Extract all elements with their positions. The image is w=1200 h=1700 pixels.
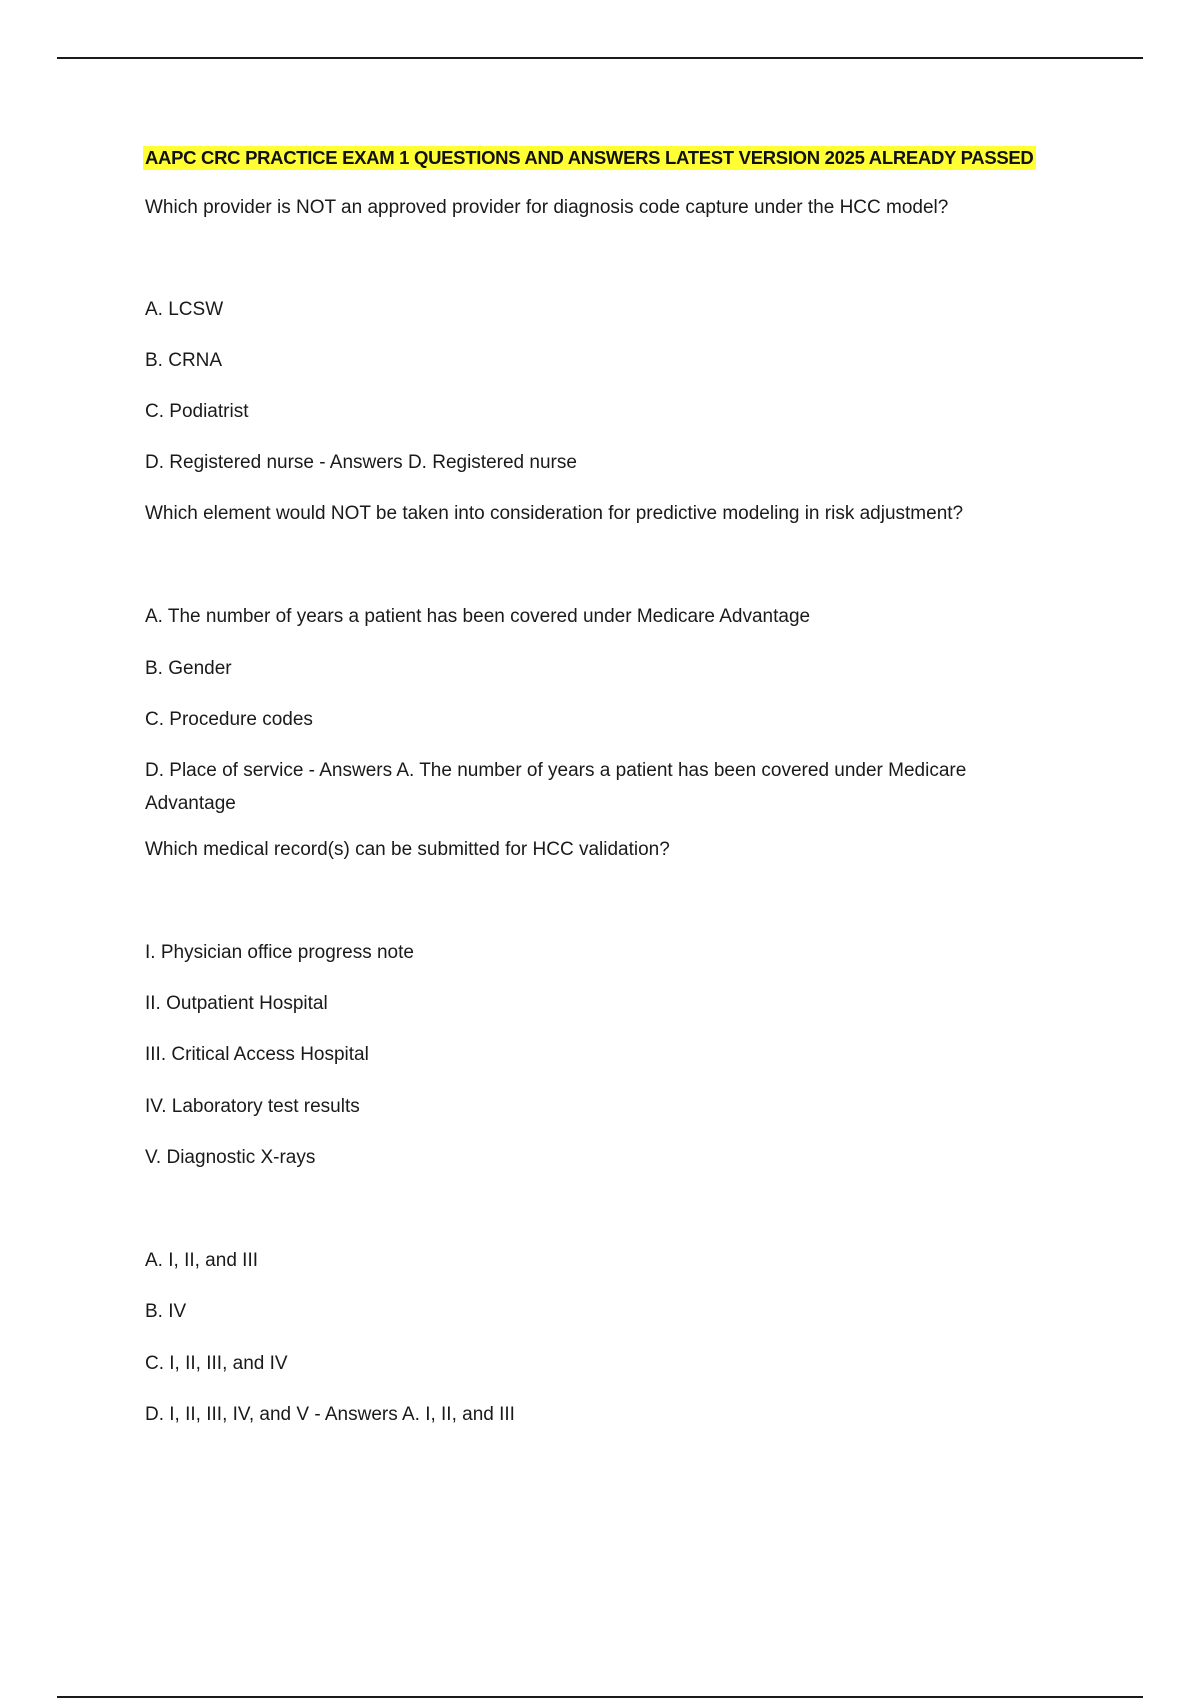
question-block-2 — [145, 501, 1045, 820]
title-row — [145, 146, 1045, 170]
record-item: V. Diagnostic X-rays — [145, 1147, 316, 1168]
answer-option: B. IV — [145, 1301, 187, 1322]
answer-option: B. Gender — [145, 658, 232, 679]
question-block-3 — [145, 837, 1045, 1428]
answer-option: A. I, II, and III — [145, 1250, 258, 1271]
answer-option: C. I, II, III, and IV — [145, 1353, 288, 1374]
answer-option: C. Procedure codes — [145, 709, 313, 730]
record-item: II. Outpatient Hospital — [145, 993, 328, 1014]
answer-option: D. I, II, III, IV, and V - Answers A. I, II, and III — [145, 1404, 515, 1425]
answer-option: D. Place of service - Answers A. The number of years a patient has been covered under Medicare Advantage — [145, 760, 967, 814]
top-rule — [57, 57, 1143, 59]
document-body — [145, 146, 1045, 1428]
document-title: AAPC CRC PRACTICE EXAM 1 QUESTIONS AND ANSWERS LATEST VERSION 2025 ALREADY PASSED — [145, 147, 1034, 168]
record-item: I. Physician office progress note — [145, 942, 414, 963]
answer-option: B. CRNA — [145, 350, 223, 371]
question-text: Which element would NOT be taken into consideration for predictive modeling in risk adjustment? — [145, 503, 964, 524]
question-block-1 — [145, 195, 1045, 476]
question-text: Which medical record(s) can be submitted for HCC validation? — [145, 839, 670, 860]
answer-option: C. Podiatrist — [145, 401, 249, 422]
bottom-rule — [57, 1696, 1143, 1698]
question-text: Which provider is NOT an approved provider for diagnosis code capture under the HCC model? — [145, 197, 949, 218]
record-item: IV. Laboratory test results — [145, 1096, 360, 1117]
answer-option: A. The number of years a patient has been covered under Medicare Advantage — [145, 606, 811, 627]
answer-option: A. LCSW — [145, 299, 224, 320]
answer-option: D. Registered nurse - Answers D. Registered nurse — [145, 452, 577, 473]
record-item: III. Critical Access Hospital — [145, 1044, 369, 1065]
